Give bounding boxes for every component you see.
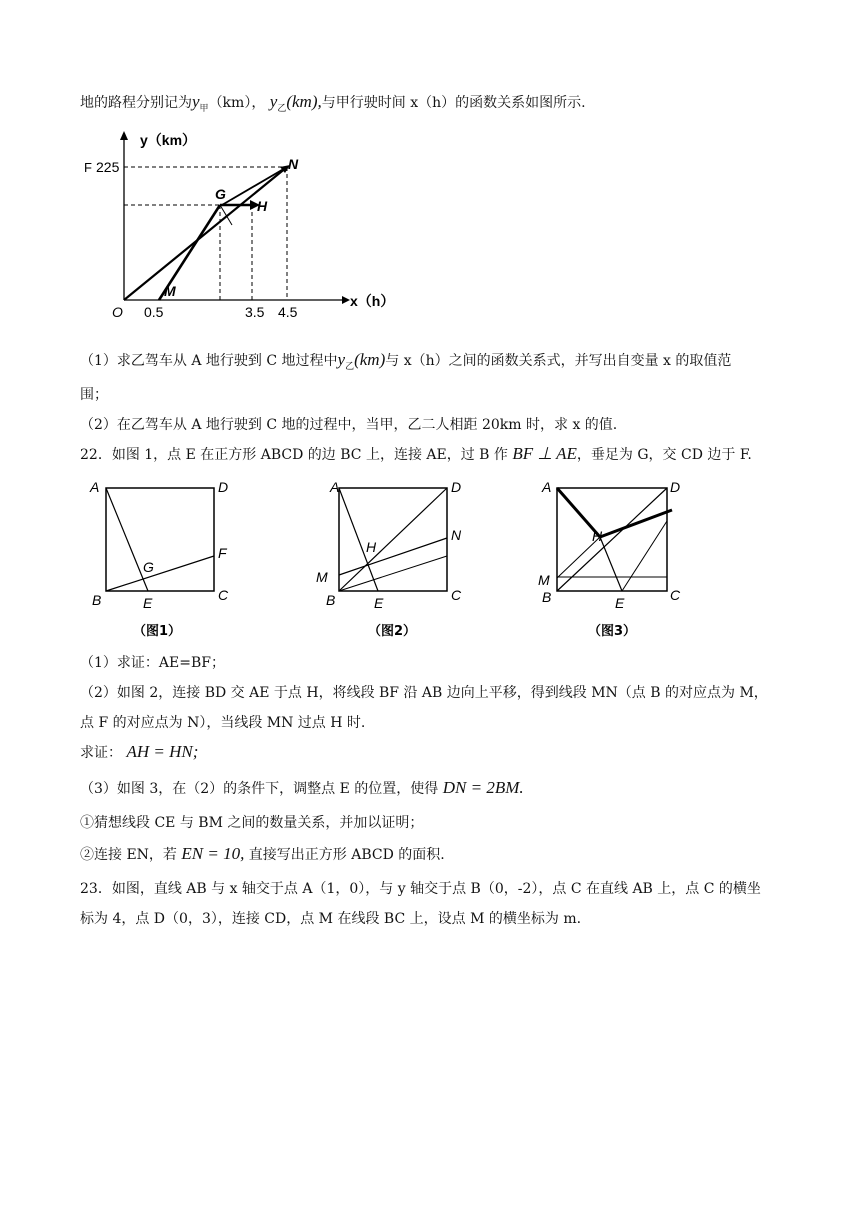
q22-part2-line1: （2）如图 2，连接 BD 交 AE 于点 H，将线段 BF 沿 AB 边向上平移，得到线段 MN（点 B 的对应点为 M， (80, 685, 768, 701)
q22-2c-pre: 求证： (80, 745, 122, 761)
fig2-label-e: E (374, 595, 384, 611)
fig2-label-a: A (330, 479, 340, 495)
fig3-label-h: H (592, 528, 603, 544)
fig3-label-d: D (670, 479, 681, 495)
x-tick-35: 3.5 (245, 304, 265, 320)
q22-title (80, 444, 752, 464)
segment-mn-2 (339, 538, 447, 575)
segment-hn-3 (600, 510, 672, 537)
intro-line (80, 92, 586, 114)
q21-1-km: (km) (354, 350, 386, 369)
y-axis-label: y（km） (140, 132, 197, 148)
fig2-label-h: H (366, 539, 377, 555)
fig1-label-c: C (218, 587, 229, 603)
segment-bd-3 (557, 488, 667, 591)
fig2-label-n: N (451, 527, 462, 543)
y-mark: F (84, 160, 92, 175)
point-h-label: H (257, 198, 268, 214)
point-m-label: M (164, 283, 176, 299)
y-tick-225: 225 (96, 159, 120, 175)
fig1-label-d: D (218, 479, 229, 495)
q21-1-text-a: （1）求乙驾车从 A 地行驶到 C 地过程中 (80, 353, 338, 369)
fig3-label-a: A (542, 479, 552, 495)
q23-line1: 23．如图，直线 AB 与 x 轴交于点 A（1，0），与 y 轴交于点 B（0，-2），点 C 在直线 AB 上，点 C 的横坐 (80, 881, 761, 897)
fig2-label-d: D (451, 479, 462, 495)
y-yi-symbol: y (269, 92, 278, 111)
fig2-label-c: C (451, 587, 462, 603)
q22-3b-pre: ②连接 EN，若 (80, 847, 177, 863)
yi-subscript: 乙 (277, 103, 287, 114)
fig3-label-e: E (615, 595, 625, 611)
x-axis-arrow (342, 296, 350, 304)
segment-bf-1 (106, 556, 214, 591)
q22-2c-math: AH = HN; (126, 742, 199, 761)
figure-3 (532, 478, 692, 643)
q22-part3 (80, 778, 524, 798)
fig1-caption: （图1） (133, 624, 182, 639)
fig2-label-b: B (326, 592, 336, 608)
segment-bf-2 (339, 556, 447, 591)
fig3-label-c: C (670, 587, 681, 603)
fig3-caption: （图3） (588, 624, 637, 639)
distance-time-graph (82, 125, 395, 325)
segment-he-3 (600, 537, 622, 591)
x-axis-label: x（h） (350, 293, 395, 309)
g-tick (220, 205, 232, 225)
line-jia (124, 167, 287, 300)
q21-part1-line1 (80, 350, 731, 372)
x-tick-45: 4.5 (278, 304, 298, 320)
jia-subscript: 甲 (199, 103, 209, 114)
intro-pre: 地的路程分别记为 (80, 95, 192, 111)
fig1-label-e: E (143, 595, 153, 611)
y-jia-symbol: y (192, 92, 200, 111)
fig3-label-b: B (542, 589, 552, 605)
origin-label: O (112, 304, 123, 320)
q22-part2-line2: 点 F 的对应点为 N），当线段 MN 过点 H 时. (80, 715, 366, 731)
q22-part1: （1）求证：AE=BF； (80, 655, 225, 671)
fig1-label-b: B (92, 592, 102, 608)
q22-part3-a: ①猜想线段 CE 与 BM 之间的数量关系，并加以证明； (80, 815, 424, 831)
q22-math-bf-perp-ae: BF ⊥ AE (512, 444, 577, 463)
segment-bd-2 (339, 488, 447, 591)
q21-part2: （2）在乙驾车从 A 地行驶到 C 地的过程中，当甲，乙二人相距 20km 时，求 x 的值. (80, 417, 618, 433)
q22-part3-b (80, 844, 445, 864)
q22-3b-math: EN = 10, (181, 844, 245, 863)
fig1-label-g: G (143, 559, 154, 575)
q22-3-math: DN = 2BM. (442, 778, 524, 797)
km-unit-1: （km）， (208, 95, 266, 111)
q21-1-y: y (337, 350, 346, 369)
square-abcd-1 (106, 488, 214, 591)
q22-title-b: ，垂足为 G，交 CD 边于 F. (576, 447, 752, 463)
q21-part1-line2: 围； (80, 387, 108, 403)
fig3-label-m: M (538, 572, 550, 588)
q21-1-text-b: 与 x（h）之间的函数关系式，并写出自变量 x 的取值范 (385, 353, 732, 369)
q22-3-pre: （3）如图 3，在（2）的条件下，调整点 E 的位置，使得 (80, 781, 439, 797)
fig1-label-a: A (90, 479, 100, 495)
point-g-label: G (215, 186, 226, 202)
fig2-caption: （图2） (368, 624, 417, 639)
point-n-label: N (288, 156, 299, 172)
q22-part2-line3 (80, 742, 198, 762)
figure-1 (88, 478, 238, 643)
q23-line2: 标为 4，点 D（0，3），连接 CD，点 M 在线段 BC 上，设点 M 的横坐标为 m. (80, 911, 582, 927)
fig2-label-m: M (316, 569, 328, 585)
q21-1-sub: 乙 (345, 361, 355, 372)
fig1-label-f: F (218, 545, 227, 561)
q22-title-a: 22．如图 1，点 E 在正方形 ABCD 的边 BC 上，连接 AE，过 B 作 (80, 447, 508, 463)
line-yi-hn (222, 167, 287, 205)
y-axis-arrow (120, 131, 128, 140)
x-tick-05: 0.5 (144, 304, 164, 320)
km-unit-2: (km), (286, 92, 322, 111)
q22-3b-post: 直接写出正方形 ABCD 的面积. (248, 847, 445, 863)
segment-en-3 (622, 521, 667, 591)
segment-ae-1 (106, 488, 148, 591)
intro-post: 与甲行驶时间 x（h）的函数关系如图所示. (321, 95, 586, 111)
figure-2 (312, 478, 472, 643)
